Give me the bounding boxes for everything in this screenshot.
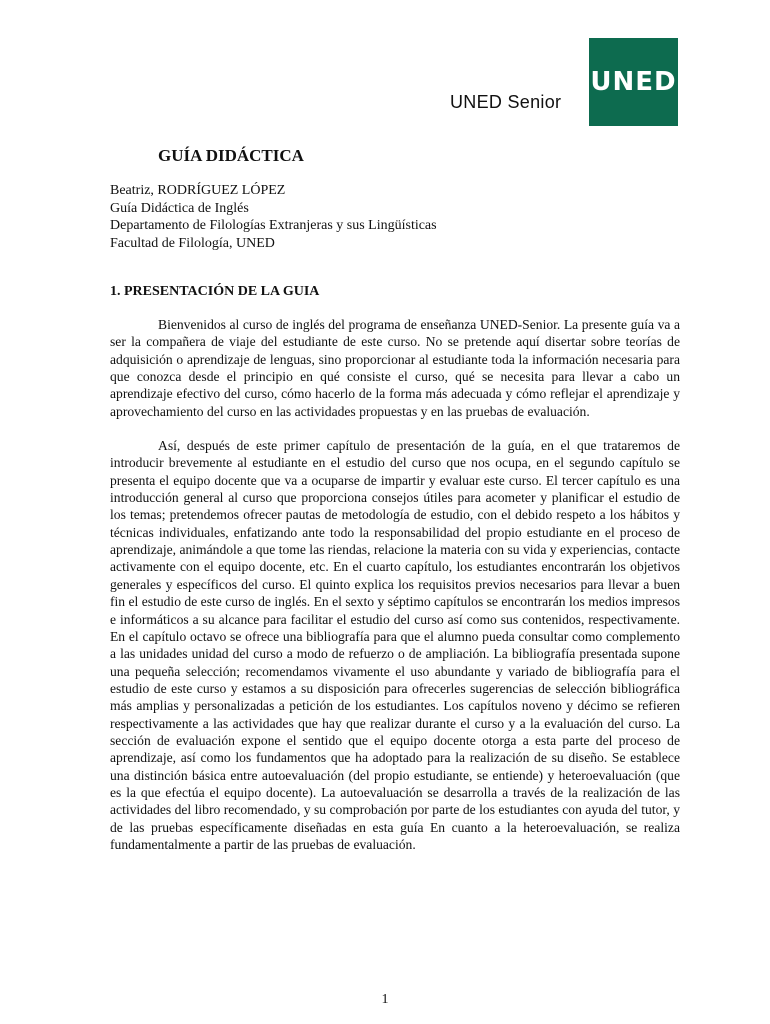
paragraph: Bienvenidos al curso de inglés del programa de enseñanza UNED-Senior. La presente guía va a ser la compañera de viaje del estudiante de este curso. No se pretende aquí disertar sobre teorías de adquisición o aprendizaje de lenguas, sino proporcionar al estudiante toda la información necesaria para que conozca desde el principio en qué consiste el curso, qué se necesita para llevar a cabo un aprendizaje efectivo del curso, cómo hacerlo de la forma más adecuada y cómo reflejar el aprendizaje y aprovechamiento del curso en las actividades propuestas y en las pruebas de evaluación. xyxy=(110,317,680,419)
page-number: 1 xyxy=(381,992,389,1007)
body-text xyxy=(110,316,680,853)
department-name: Departamento de Filologías Extranjeras y sus Lingüísticas xyxy=(110,218,437,233)
header-title: UNED Senior xyxy=(450,92,562,112)
uned-logo xyxy=(589,38,678,126)
author-block xyxy=(110,182,437,252)
author-name: Beatriz, RODRÍGUEZ LÓPEZ xyxy=(110,183,286,198)
logo-text: UNED xyxy=(590,67,677,97)
document-title: GUÍA DIDÁCTICA xyxy=(158,146,304,165)
paragraph: Así, después de este primer capítulo de presentación de la guía, en el que trataremos de introducir brevemente al estudiante en el estudio del curso que nos ocupa, en el segundo capítulo se presenta el equipo docente que va a ocuparse de impartir y evaluar este curso. El tercer capítulo es una introducción general al curso que proporciona consejos útiles para acometer y planificar el estudio de los temas; pretendemos ofrecer pautas de metodología de estudio, con el debido respeto a los hábitos y técnicas individuales, enfatizando ante todo la responsabilidad del propio estudiante en el proceso de aprendizaje, animándole a que tome las riendas, relacione la materia con su vida y experiencias, contacte activamente con el equipo docente, etc. En el cuarto capítulo, los estudiantes encontrarán los objetivos generales y específicos del curso. El quinto explica los requisitos previos necesarios para llevar a buen fin el estudio de este curso de inglés. En el sexto y séptimo capítulos se encontrarán los medios impresos e informáticos a su alcance para facilitar el estudio del curso así como sus contenidos, respectivamente. En el capítulo octavo se ofrece una bibliografía para que el alumno pueda consultar como complemento a las unidades unidad del curso a modo de refuerzo o de ampliación. La bibliografía presentada supone una pequeña selección; recomendamos vivamente el uso abundante y variado de bibliografía para el estudio de este curso y estamos a su disposición para ofrecerles sugerencias de selección bibliográfica más amplias y personalizadas a petición de los estudiantes. Los capítulos noveno y décimo se refieren respectivamente a las actividades que hay que realizar durante el curso y a la evaluación del curso. La sección de evaluación expone el sentido que el equipo docente otorga a esta parte del proceso de aprendizaje, así como los fundamentos que ha adoptado para la realización de su diseño. Se establece una distinción básica entre autoevaluación (del propio estudiante, se entiende) y heteroevaluación (que es la que efectúa el equipo docente). La autoevaluación se desarrolla a través de la realización de las actividades del libro recomendado, y su comprobación por parte de los estudiantes con ayuda del tutor, y de las pruebas específicamente diseñadas en esta guía En cuanto a la heteroevaluación, se realiza fundamentalmente a partir de las pruebas de evaluación. xyxy=(110,438,680,852)
guide-name: Guía Didáctica de Inglés xyxy=(110,200,249,216)
section-heading: 1. PRESENTACIÓN DE LA GUIA xyxy=(110,284,320,299)
faculty-name: Facultad de Filología, UNED xyxy=(110,235,275,251)
